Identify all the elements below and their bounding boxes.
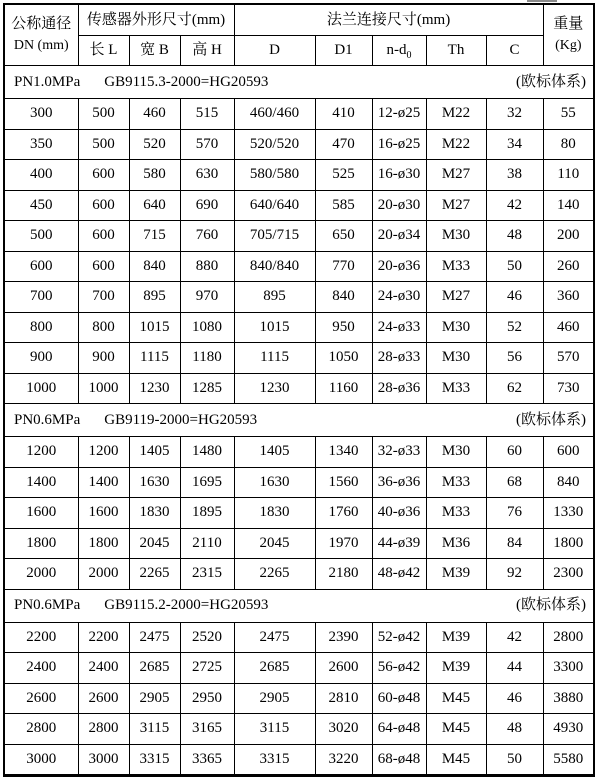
table-cell: M45	[426, 714, 486, 745]
table-cell: 1015	[129, 312, 180, 343]
table-cell: 2110	[180, 528, 234, 559]
table-cell: 2400	[78, 653, 129, 684]
table-cell: 2000	[78, 559, 129, 590]
table-cell: M27	[426, 190, 486, 221]
table-cell: 1400	[78, 467, 129, 498]
table-row	[4, 498, 594, 529]
table-row	[4, 559, 594, 590]
table-cell: 600	[78, 190, 129, 221]
standard-system-note: (欧标体系)	[516, 73, 587, 90]
table-cell: 2045	[129, 528, 180, 559]
section-header-row	[4, 66, 594, 99]
table-cell: 1800	[543, 528, 594, 559]
table-cell: M33	[426, 251, 486, 282]
pressure-rating: PN0.6MPa	[14, 411, 81, 428]
table-cell: 2000	[4, 559, 78, 590]
table-row	[4, 653, 594, 684]
table-row	[4, 373, 594, 404]
section-header-row	[4, 589, 594, 622]
table-cell: 3315	[234, 744, 315, 776]
table-cell: 200	[543, 221, 594, 252]
table-cell: 2300	[543, 559, 594, 590]
table-cell: 2180	[315, 559, 372, 590]
table-cell: M27	[426, 160, 486, 191]
table-cell: 1630	[234, 467, 315, 498]
table-cell: 360	[543, 282, 594, 313]
table-cell: 770	[315, 251, 372, 282]
col-header-n-d0: $n-d_0$	[372, 36, 426, 66]
standard-system-note: (欧标体系)	[516, 597, 587, 614]
table-cell: 24-ø33	[372, 312, 426, 343]
table-cell: 60-ø48	[372, 683, 426, 714]
table-cell: 585	[315, 190, 372, 221]
table-cell: 900	[78, 343, 129, 374]
table-cell: 520	[129, 129, 180, 160]
col-header-length: 长 L	[78, 36, 129, 66]
table-cell: 2800	[4, 714, 78, 745]
table-cell: M45	[426, 744, 486, 776]
table-cell: 28-ø36	[372, 373, 426, 404]
table-cell: M45	[426, 683, 486, 714]
table-cell: 60	[486, 437, 543, 468]
table-cell: M33	[426, 373, 486, 404]
table-cell: 80	[543, 129, 594, 160]
nominal-diameter-label: 公称通径	[11, 15, 72, 32]
table-cell: 700	[78, 282, 129, 313]
table-row	[4, 99, 594, 130]
table-row	[4, 622, 594, 653]
table-cell: 3220	[315, 744, 372, 776]
table-cell: 2800	[543, 622, 594, 653]
table-cell: 110	[543, 160, 594, 191]
table-cell: M39	[426, 622, 486, 653]
dimension-spec-table	[3, 3, 595, 777]
table-cell: 600	[78, 221, 129, 252]
table-cell: 600	[543, 437, 594, 468]
table-cell: 880	[180, 251, 234, 282]
table-row	[4, 528, 594, 559]
table-cell: 2520	[180, 622, 234, 653]
table-row	[4, 160, 594, 191]
table-cell: 44-ø39	[372, 528, 426, 559]
table-row	[4, 683, 594, 714]
table-cell: 900	[4, 343, 78, 374]
table-cell: 76	[486, 498, 543, 529]
table-cell: 2315	[180, 559, 234, 590]
table-cell: 715	[129, 221, 180, 252]
col-header-weight	[543, 4, 594, 66]
table-cell: 730	[543, 373, 594, 404]
table-cell: 630	[180, 160, 234, 191]
table-row	[4, 437, 594, 468]
table-cell: 1000	[4, 373, 78, 404]
table-cell: 580/580	[234, 160, 315, 191]
col-header-th: Th	[426, 36, 486, 66]
table-cell: 64-ø48	[372, 714, 426, 745]
table-cell: 1115	[234, 343, 315, 374]
table-cell: 1115	[129, 343, 180, 374]
table-cell: 42	[486, 190, 543, 221]
table-cell: 600	[4, 251, 78, 282]
table-cell: 56	[486, 343, 543, 374]
section-header-row	[4, 404, 594, 437]
table-cell: 36-ø36	[372, 467, 426, 498]
table-cell: 84	[486, 528, 543, 559]
table-cell: 460	[543, 312, 594, 343]
weight-label: 重量	[553, 15, 584, 32]
table-cell: M36	[426, 528, 486, 559]
table-row	[4, 714, 594, 745]
table-cell: M27	[426, 282, 486, 313]
dn-unit-label: DN (mm)	[13, 37, 69, 53]
table-cell: 260	[543, 251, 594, 282]
table-cell: 1050	[315, 343, 372, 374]
table-cell: 46	[486, 683, 543, 714]
table-cell: 1600	[4, 498, 78, 529]
table-cell: 24-ø30	[372, 282, 426, 313]
table-cell: 68	[486, 467, 543, 498]
table-cell: 895	[129, 282, 180, 313]
table-cell: 1230	[129, 373, 180, 404]
table-cell: 16-ø30	[372, 160, 426, 191]
standard-code: GB9115.2-2000=HG20593	[104, 597, 269, 614]
table-cell: 3000	[4, 744, 78, 776]
table-cell: 42	[486, 622, 543, 653]
table-cell: 52-ø42	[372, 622, 426, 653]
table-cell: 50	[486, 251, 543, 282]
table-cell: 840	[315, 282, 372, 313]
table-cell: 600	[78, 160, 129, 191]
table-cell: 1800	[4, 528, 78, 559]
table-cell: 2200	[4, 622, 78, 653]
pressure-rating: PN0.6MPa	[14, 597, 81, 614]
table-cell: 2045	[234, 528, 315, 559]
table-cell: M30	[426, 312, 486, 343]
table-cell: 3300	[543, 653, 594, 684]
table-cell: 300	[4, 99, 78, 130]
table-cell: M30	[426, 221, 486, 252]
table-cell: 2200	[78, 622, 129, 653]
table-row	[4, 251, 594, 282]
table-cell: M22	[426, 99, 486, 130]
table-cell: 580	[129, 160, 180, 191]
table-cell: 52	[486, 312, 543, 343]
table-cell: 1830	[129, 498, 180, 529]
pressure-rating: PN1.0MPa	[14, 73, 81, 90]
table-cell: 1400	[4, 467, 78, 498]
table-cell: 600	[78, 251, 129, 282]
table-cell: 2600	[4, 683, 78, 714]
table-cell: 500	[78, 99, 129, 130]
table-header	[4, 4, 594, 66]
table-cell: 2685	[234, 653, 315, 684]
table-cell: 3365	[180, 744, 234, 776]
table-row	[4, 282, 594, 313]
table-cell: 3115	[234, 714, 315, 745]
table-cell: 1600	[78, 498, 129, 529]
table-cell: 140	[543, 190, 594, 221]
col-header-d1: D1	[315, 36, 372, 66]
table-cell: 1480	[180, 437, 234, 468]
table-cell: M22	[426, 129, 486, 160]
table-cell: 28-ø33	[372, 343, 426, 374]
table-cell: 3000	[78, 744, 129, 776]
table-cell: 500	[78, 129, 129, 160]
col-header-width: 宽 B	[129, 36, 180, 66]
table-cell: 34	[486, 129, 543, 160]
table-cell: 2400	[4, 653, 78, 684]
table-cell: 570	[180, 129, 234, 160]
table-cell: 500	[4, 221, 78, 252]
table-cell: 1330	[543, 498, 594, 529]
table-cell: 92	[486, 559, 543, 590]
table-cell: 840	[129, 251, 180, 282]
table-cell: 1180	[180, 343, 234, 374]
table-cell: 760	[180, 221, 234, 252]
table-cell: 460	[129, 99, 180, 130]
table-cell: 2475	[234, 622, 315, 653]
table-cell: 2725	[180, 653, 234, 684]
table-cell: 40-ø36	[372, 498, 426, 529]
table-cell: M39	[426, 559, 486, 590]
table-cell: 410	[315, 99, 372, 130]
table-cell: 48-ø42	[372, 559, 426, 590]
table-cell: 1285	[180, 373, 234, 404]
table-cell: 970	[180, 282, 234, 313]
table-cell: M30	[426, 437, 486, 468]
table-cell: 800	[4, 312, 78, 343]
table-cell: 570	[543, 343, 594, 374]
table-cell: 520/520	[234, 129, 315, 160]
table-cell: M33	[426, 498, 486, 529]
table-cell: 1015	[234, 312, 315, 343]
table-cell: 16-ø25	[372, 129, 426, 160]
table-row	[4, 467, 594, 498]
col-header-c: C	[486, 36, 543, 66]
table-row	[4, 190, 594, 221]
col-header-d: D	[234, 36, 315, 66]
table-cell: 2475	[129, 622, 180, 653]
table-cell: 12-ø25	[372, 99, 426, 130]
scan-artifact	[527, 0, 557, 2]
table-cell: 1760	[315, 498, 372, 529]
col-header-nominal-diameter	[4, 4, 78, 66]
table-cell: 700	[4, 282, 78, 313]
table-cell: 1830	[234, 498, 315, 529]
standard-code: GB9115.3-2000=HG20593	[104, 73, 269, 90]
table-cell: 690	[180, 190, 234, 221]
table-cell: 2905	[129, 683, 180, 714]
table-cell: 2390	[315, 622, 372, 653]
table-row	[4, 129, 594, 160]
table-cell: 1405	[234, 437, 315, 468]
table-cell: 1560	[315, 467, 372, 498]
col-header-height: 高 H	[180, 36, 234, 66]
table-cell: 2950	[180, 683, 234, 714]
table-cell: 2600	[78, 683, 129, 714]
standard-system-note: (欧标体系)	[516, 411, 587, 428]
table-cell: 895	[234, 282, 315, 313]
table-row	[4, 312, 594, 343]
table-cell: 525	[315, 160, 372, 191]
table-cell: 950	[315, 312, 372, 343]
weight-unit-label: (Kg)	[555, 37, 582, 53]
table-cell: 48	[486, 714, 543, 745]
table-cell: M33	[426, 467, 486, 498]
table-cell: 3020	[315, 714, 372, 745]
table-cell: 460/460	[234, 99, 315, 130]
table-cell: 1340	[315, 437, 372, 468]
table-cell: 44	[486, 653, 543, 684]
table-cell: 50	[486, 744, 543, 776]
table-body	[4, 66, 594, 776]
group-header-flange-dimensions: 法兰连接尺寸(mm)	[234, 4, 543, 36]
table-cell: 1160	[315, 373, 372, 404]
table-cell: 1895	[180, 498, 234, 529]
table-cell: 3165	[180, 714, 234, 745]
group-header-sensor-dimensions: 传感器外形尺寸(mm)	[78, 4, 234, 36]
table-row	[4, 221, 594, 252]
table-cell: 450	[4, 190, 78, 221]
table-cell: 1695	[180, 467, 234, 498]
table-cell: 400	[4, 160, 78, 191]
table-cell: 56-ø42	[372, 653, 426, 684]
table-row	[4, 343, 594, 374]
table-cell: 840	[543, 467, 594, 498]
table-cell: 62	[486, 373, 543, 404]
table-cell: 1000	[78, 373, 129, 404]
standard-code: GB9119-2000=HG20593	[104, 411, 258, 428]
table-cell: 20-ø30	[372, 190, 426, 221]
table-cell: 46	[486, 282, 543, 313]
table-cell: 840/840	[234, 251, 315, 282]
table-cell: 55	[543, 99, 594, 130]
table-cell: 2905	[234, 683, 315, 714]
table-cell: 705/715	[234, 221, 315, 252]
table-cell: 350	[4, 129, 78, 160]
table-cell: 2600	[315, 653, 372, 684]
table-cell: M30	[426, 343, 486, 374]
table-cell: 2685	[129, 653, 180, 684]
table-cell: 640/640	[234, 190, 315, 221]
table-cell: 1630	[129, 467, 180, 498]
table-cell: 515	[180, 99, 234, 130]
table-cell: 1800	[78, 528, 129, 559]
table-cell: 2265	[129, 559, 180, 590]
table-cell: 32	[486, 99, 543, 130]
table-cell: 3315	[129, 744, 180, 776]
table-cell: 3880	[543, 683, 594, 714]
table-cell: 1970	[315, 528, 372, 559]
table-row	[4, 744, 594, 776]
table-cell: 650	[315, 221, 372, 252]
table-cell: 800	[78, 312, 129, 343]
table-cell: 20-ø34	[372, 221, 426, 252]
table-cell: 3115	[129, 714, 180, 745]
table-cell: 1080	[180, 312, 234, 343]
table-cell: 2800	[78, 714, 129, 745]
table-cell: 38	[486, 160, 543, 191]
table-cell: 5580	[543, 744, 594, 776]
table-cell: 1200	[78, 437, 129, 468]
table-cell: 640	[129, 190, 180, 221]
table-cell: M39	[426, 653, 486, 684]
table-cell: 48	[486, 221, 543, 252]
table-cell: 1230	[234, 373, 315, 404]
table-cell: 2265	[234, 559, 315, 590]
table-cell: 68-ø48	[372, 744, 426, 776]
table-cell: 4930	[543, 714, 594, 745]
table-cell: 470	[315, 129, 372, 160]
table-cell: 1200	[4, 437, 78, 468]
table-cell: 20-ø36	[372, 251, 426, 282]
table-cell: 2810	[315, 683, 372, 714]
table-cell: 32-ø33	[372, 437, 426, 468]
table-cell: 1405	[129, 437, 180, 468]
